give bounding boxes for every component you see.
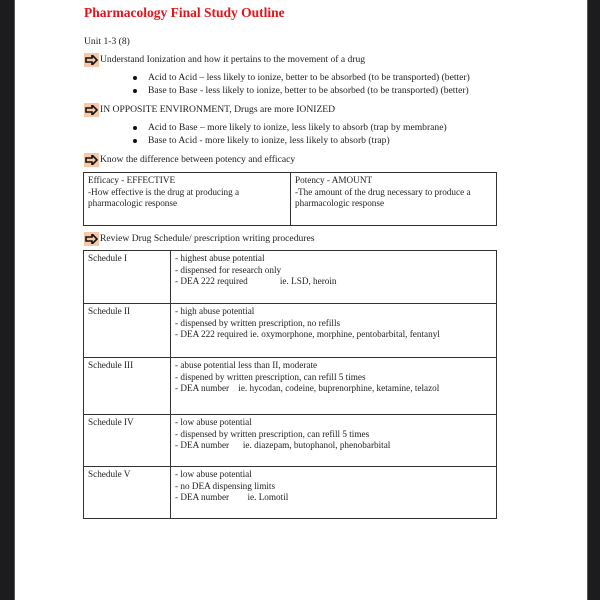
schedule-name: Schedule IV — [84, 415, 171, 467]
schedule-details: - low abuse potential - dispensed by written prescription, can refill 5 times - DEA number ie. diazepam, butophanol, phenobarbital — [171, 415, 497, 467]
unit-label: Unit 1-3 (8) — [84, 36, 130, 47]
heading-text: IN OPPOSITE ENVIRONMENT, Drugs are more IONIZED — [100, 104, 336, 116]
efficacy-cell: Efficacy - EFFECTIVE -How effective is the drug at producing a pharmacologic response — [84, 173, 291, 226]
arrow-icon — [84, 103, 99, 117]
potency-cell: Potency - AMOUNT -The amount of the drug necessary to produce a pharmacologic response — [291, 173, 497, 226]
schedule-name: Schedule I — [84, 251, 171, 304]
table-row — [84, 467, 497, 519]
table-row — [84, 358, 497, 415]
bullet-item: Acid to Acid – less likely to ionize, better to be absorbed (to be transported) (better) — [133, 72, 470, 83]
schedule-details: - high abuse potential - dispensed by written prescription, no refills - DEA 222 required ie. oxymorphone, morphine, pentobarbital, fentanyl — [171, 304, 497, 358]
schedule-name: Schedule V — [84, 467, 171, 519]
arrow-icon — [84, 232, 99, 246]
schedule-name: Schedule II — [84, 304, 171, 358]
bullet-item: Base to Base - less likely to ionize, better to be absorbed (to be transported) (better) — [133, 85, 469, 96]
bullet-item: Acid to Base – more likely to ionize, less likely to absorb (trap by membrane) — [133, 122, 447, 133]
schedule-details: - low abuse potential - no DEA dispensing limits - DEA number ie. Lomotil — [171, 467, 497, 519]
section-heading — [84, 153, 295, 167]
section-heading — [84, 53, 365, 67]
schedule-details: - highest abuse potential - dispensed for research only - DEA 222 required ie. LSD, heroin — [171, 251, 497, 304]
schedule-details: - abuse potential less than II, moderate - dispened by written prescription, can refill 5 times - DEA number ie. hycodan, codeine, buprenorphine, ketamine, telazol — [171, 358, 497, 415]
potency-efficacy-table — [83, 172, 497, 226]
arrow-icon — [84, 53, 99, 67]
heading-text: Know the difference between potency and efficacy — [100, 154, 296, 166]
drug-schedule-table — [83, 250, 497, 519]
document-title: Pharmacology Final Study Outline — [84, 5, 285, 20]
table-row — [84, 415, 497, 467]
section-heading — [84, 232, 314, 246]
table-row — [84, 251, 497, 304]
bullet-item: Base to Acid - more likely to ionize, less likely to absorb (trap) — [133, 135, 390, 146]
section-heading — [84, 103, 335, 117]
arrow-icon — [84, 153, 99, 167]
table-row — [84, 304, 497, 358]
heading-text: Understand Ionization and how it pertains to the movement of a drug — [100, 54, 366, 66]
heading-text: Review Drug Schedule/ prescription writing procedures — [100, 233, 315, 245]
document-page — [14, 0, 588, 600]
schedule-name: Schedule III — [84, 358, 171, 415]
